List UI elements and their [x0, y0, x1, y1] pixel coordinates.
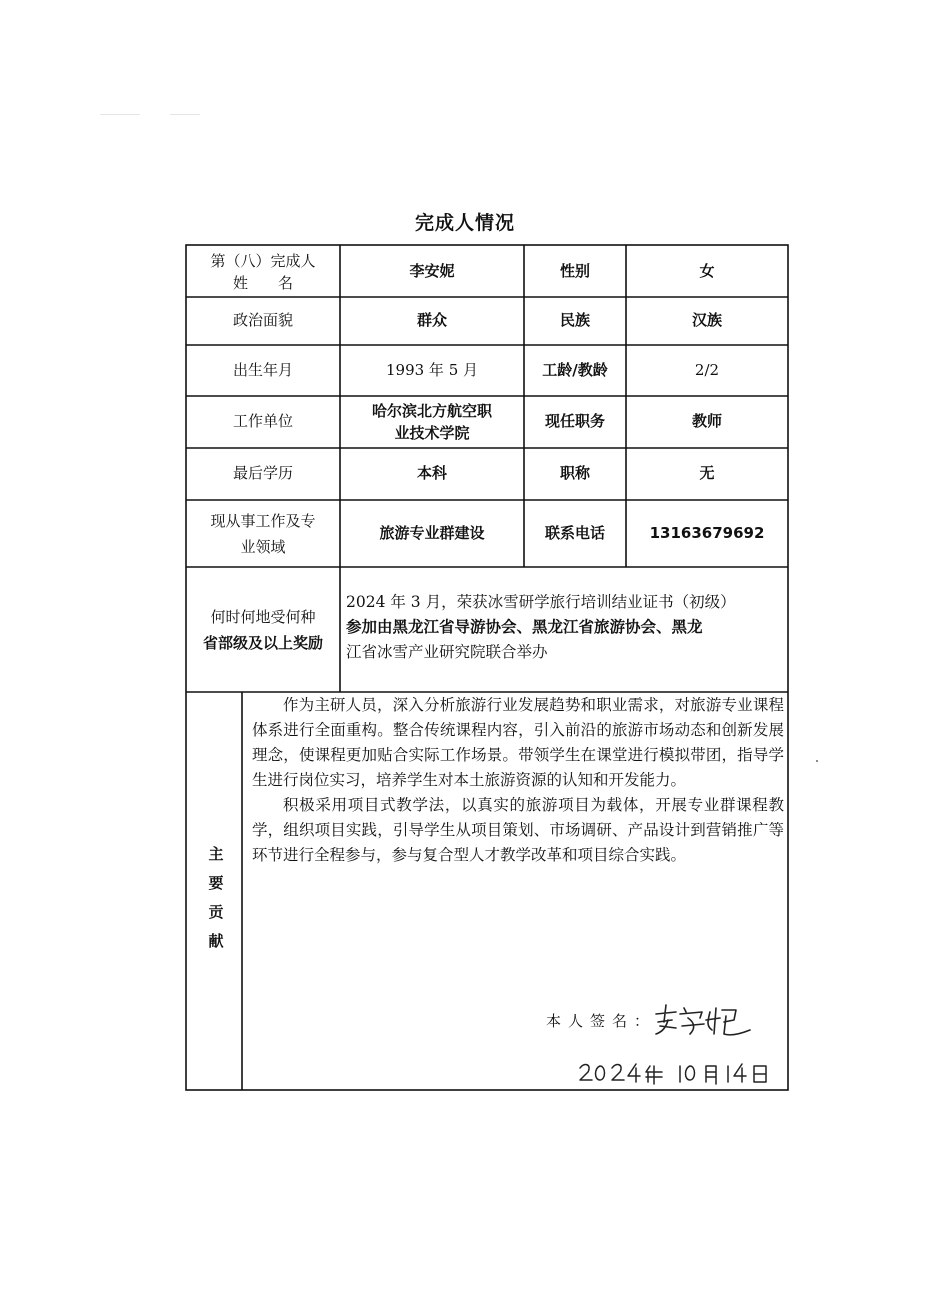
label-birth: 出生年月 [232, 360, 293, 379]
value-seniority: 2/2 [694, 360, 720, 379]
awards-text [346, 590, 786, 665]
contribution-paragraph-2: 积极采用项目式教学法，以真实的旅游项目为载体，开展专业群课程教学，组织项目实践，引导学生从项目策划、市场调研、产品设计到营销推广等环节进行全程参与，参与复合型人才教学改革和项目综合实践。 [252, 796, 784, 864]
value-birth: 1993 年 5 月 [385, 360, 479, 379]
label-awards-line2: 省部级及以上奖励 [202, 633, 323, 652]
value-politics: 群众 [416, 311, 447, 330]
handwritten-signature [650, 1000, 760, 1040]
value-gender: 女 [699, 262, 715, 281]
label-field [186, 500, 340, 567]
label-contribution-char: 献 [208, 932, 224, 950]
label-title: 职称 [559, 464, 590, 483]
value-workplace-line1: 哈尔滨北方航空职 [371, 402, 492, 420]
label-seniority: 工龄/教龄 [542, 360, 608, 379]
awards-line3: 江省冰雪产业研究院联合举办 [346, 643, 548, 661]
label-contribution-char: 贡 [208, 903, 224, 921]
value-workplace-line2: 业技术学院 [394, 424, 470, 442]
label-awards-line1: 何时何地受何种 [210, 607, 316, 626]
value-field: 旅游专业群建设 [379, 523, 485, 542]
signature-label: 本人签名： [546, 1012, 657, 1030]
value-name: 李安妮 [409, 262, 455, 281]
contribution-text [252, 693, 784, 868]
label-politics: 政治面貌 [232, 311, 293, 330]
label-field-line1: 现从事工作及专 [210, 511, 316, 530]
label-name-line2: 姓 名 [232, 274, 293, 292]
value-education: 本科 [416, 464, 447, 483]
awards-line1: 2024 年 3 月，荣获冰雪研学旅行培训结业证书（初级） [346, 593, 736, 611]
label-workplace: 工作单位 [232, 412, 293, 431]
value-workplace [340, 396, 524, 448]
label-position: 现任职务 [544, 412, 605, 431]
label-field-line2: 业领域 [240, 537, 286, 556]
label-phone: 联系电话 [544, 523, 605, 542]
label-gender: 性别 [559, 262, 590, 281]
label-name [186, 247, 340, 297]
value-phone: 13163679692 [649, 523, 765, 542]
awards-line2: 参加由黑龙江省导游协会、黑龙江省旅游协会、黑龙 [346, 618, 703, 636]
value-position: 教师 [691, 412, 722, 431]
label-ethnicity: 民族 [559, 311, 590, 330]
handwritten-date [576, 1058, 776, 1088]
value-title: 无 [699, 464, 715, 483]
label-contribution [190, 840, 242, 956]
label-awards [186, 567, 340, 692]
label-education: 最后学历 [232, 464, 293, 483]
label-contribution-char: 要 [208, 874, 224, 892]
label-name-line1: 第（八）完成人 [210, 252, 316, 270]
label-contribution-char: 主 [208, 845, 224, 863]
form-title: 完成人情况 [414, 212, 515, 234]
contribution-paragraph-1: 作为主研人员，深入分析旅游行业发展趋势和职业需求，对旅游专业课程体系进行全面重构。整合传统课程内容，引入前沿的旅游市场动态和创新发展理念，使课程更加贴合实际工作场景。带领学生在课堂进行模拟带团，指导学生进行岗位实习，培养学生对本土旅游资源的认知和开发能力。 [252, 696, 784, 789]
value-ethnicity: 汉族 [691, 311, 722, 330]
